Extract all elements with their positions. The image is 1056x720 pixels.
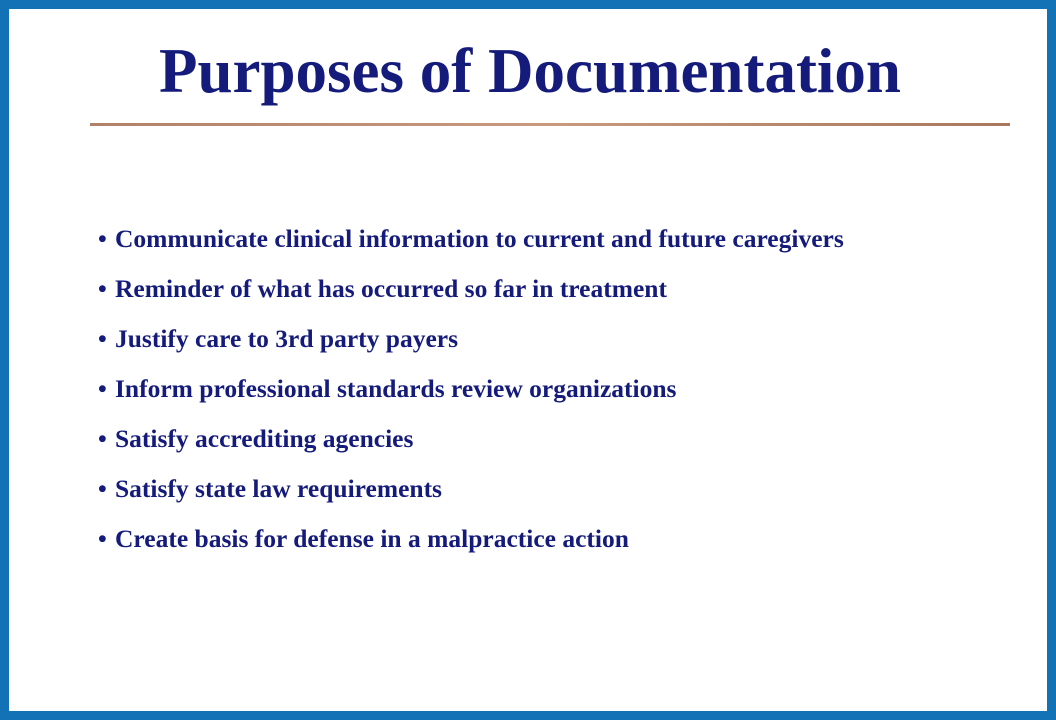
bullet-icon: • xyxy=(98,276,107,303)
page-title: Purposes of Documentation xyxy=(159,36,901,106)
list-item-label: Inform professional standards review organizations xyxy=(115,374,677,403)
title-divider xyxy=(90,123,1010,126)
list-item xyxy=(98,525,998,554)
bullet-icon: • xyxy=(98,526,107,553)
list-item-label: Satisfy state law requirements xyxy=(115,474,442,503)
bullet-icon: • xyxy=(98,376,107,403)
list-item-label: Justify care to 3rd party payers xyxy=(115,324,459,353)
bullet-icon: • xyxy=(98,476,107,503)
bullet-icon: • xyxy=(98,426,107,453)
list-item xyxy=(98,325,998,354)
list-item xyxy=(98,375,998,404)
list-item xyxy=(98,475,998,504)
slide-content-area xyxy=(18,18,1038,702)
list-item xyxy=(98,225,998,254)
list-item-label: Reminder of what has occurred so far in treatment xyxy=(115,274,667,303)
list-item xyxy=(98,275,998,304)
title-block xyxy=(20,38,1040,104)
list-item xyxy=(98,425,998,454)
list-item-label: Communicate clinical information to current and future caregivers xyxy=(115,224,844,253)
list-item-label: Satisfy accrediting agencies xyxy=(115,424,414,453)
bullet-icon: • xyxy=(98,326,107,353)
bullet-icon: • xyxy=(98,226,107,253)
list-item-label: Create basis for defense in a malpractice action xyxy=(115,524,629,553)
bullet-list xyxy=(98,225,998,575)
